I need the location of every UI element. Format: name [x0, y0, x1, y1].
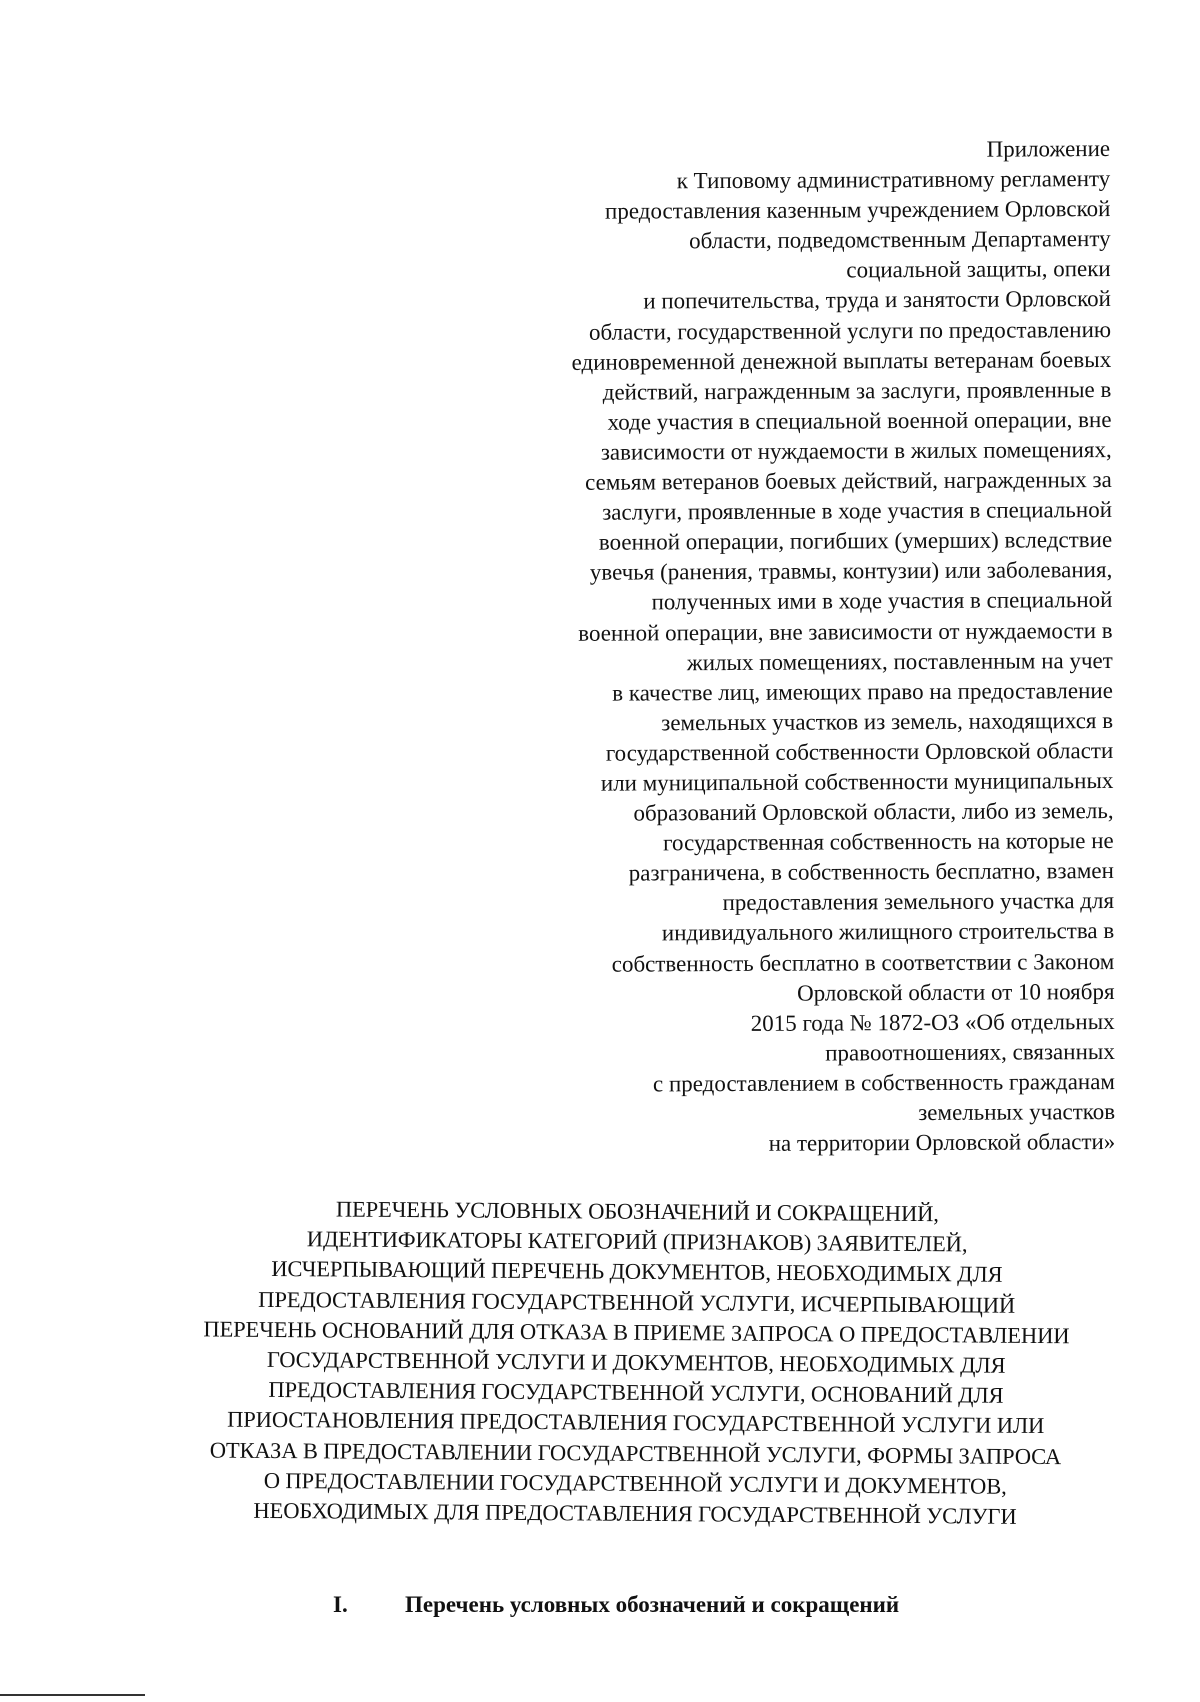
appendix-line: индивидуального жилищного строительства в	[661, 918, 1115, 946]
title-line: НЕОБХОДИМЫХ ДЛЯ ПРЕДОСТАВЛЕНИЯ ГОСУДАРСТВЕННОЙ УСЛУГИ	[253, 1497, 1017, 1529]
appendix-line: государственная собственность на которые не	[663, 828, 1114, 856]
appendix-line: области, подведомственным Департаменту	[688, 226, 1111, 254]
title-line: ПЕРЕЧЕНЬ УСЛОВНЫХ ОБОЗНАЧЕНИЙ И СОКРАЩЕНИЙ,	[335, 1196, 939, 1227]
section-heading-text: Перечень условных обозначений и сокращений	[405, 1592, 900, 1617]
appendix-line: ходе участия в специальной военной операции, вне	[607, 406, 1112, 435]
appendix-line: 2015 года № 1872-ОЗ «Об отдельных	[750, 1008, 1115, 1036]
appendix-line: образований Орловской области, либо из земель,	[633, 798, 1114, 826]
title-line: О ПРЕДОСТАВЛЕНИИ ГОСУДАРСТВЕННОЙ УСЛУГИ И ДОКУМЕНТОВ,	[263, 1467, 1007, 1499]
section-number: I.	[333, 1592, 348, 1617]
appendix-line: или муниципальной собственности муниципальных	[600, 767, 1114, 796]
appendix-line: жилых помещениях, поставленным на учет	[686, 647, 1113, 675]
appendix-line: предоставления земельного участка для	[722, 888, 1115, 916]
appendix-line: в качестве лиц, имеющих право на предоставление	[612, 677, 1113, 706]
document-title	[147, 1193, 1125, 1533]
appendix-line: правоотношениях, связанных	[825, 1038, 1115, 1066]
appendix-line: собственность бесплатно в соответствии с Законом	[611, 948, 1115, 977]
appendix-line: области, государственной услуги по предоставлению	[588, 316, 1112, 345]
appendix-line: зависимости от нуждаемости в жилых помещениях,	[600, 436, 1112, 465]
title-line: ОТКАЗА В ПРЕДОСТАВЛЕНИИ ГОСУДАРСТВЕННОЙ УСЛУГИ, ФОРМЫ ЗАПРОСА	[209, 1437, 1062, 1469]
section-heading	[333, 1590, 1033, 1620]
title-line: ПРИОСТАНОВЛЕНИЯ ПРЕДОСТАВЛЕНИЯ ГОСУДАРСТВЕННОЙ УСЛУГИ ИЛИ	[227, 1407, 1045, 1439]
appendix-line: заслуги, проявленные в ходе участия в специальной	[602, 497, 1113, 525]
title-line: ИСЧЕРПЫВАЮЩИЙ ПЕРЕЧЕНЬ ДОКУМЕНТОВ, НЕОБХОДИМЫХ ДЛЯ	[271, 1256, 1003, 1288]
appendix-line: социальной защиты, опеки	[846, 256, 1111, 283]
appendix-line: Орловской области от 10 ноября	[797, 978, 1115, 1006]
appendix-line: Приложение	[986, 135, 1111, 162]
appendix-line: военной операции, погибших (умерших) вследствие	[598, 527, 1113, 555]
appendix-line: семьям ветеранов боевых действий, награжденных за	[585, 467, 1112, 495]
appendix-line: единовременной денежной выплаты ветеранам боевых	[571, 346, 1112, 375]
appendix-line: полученных ими в ходе участия в специальной	[651, 587, 1113, 615]
title-line: ИДЕНТИФИКАТОРЫ КАТЕГОРИЙ (ПРИЗНАКОВ) ЗАЯВИТЕЛЕЙ,	[306, 1226, 968, 1257]
appendix-line: действий, награжденным за заслуги, проявленные в	[602, 376, 1112, 405]
appendix-line: и попечительства, труда и занятости Орловской	[643, 286, 1111, 314]
appendix-line: предоставления казенным учреждением Орловской	[604, 196, 1111, 224]
appendix-line: земельных участков	[918, 1098, 1116, 1126]
appendix-line: на территории Орловской области»	[768, 1129, 1116, 1156]
appendix-line: военной операции, вне зависимости от нуждаемости в	[578, 617, 1113, 646]
title-line: ПРЕДОСТАВЛЕНИЯ ГОСУДАРСТВЕННОЙ УСЛУГИ, ИСЧЕРПЫВАЮЩИЙ	[258, 1286, 1016, 1318]
footnote-divider	[0, 1694, 145, 1696]
appendix-line: разграничена, в собственность бесплатно, взамен	[628, 858, 1114, 886]
title-line: ГОСУДАРСТВЕННОЙ УСЛУГИ И ДОКУМЕНТОВ, НЕОБХОДИМЫХ ДЛЯ	[266, 1346, 1006, 1378]
appendix-line: к Типовому административному регламенту	[676, 166, 1111, 194]
appendix-line: увечья (ранения, травмы, контузии) или заболевания,	[589, 557, 1113, 586]
appendix-line: государственной собственности Орловской области	[605, 737, 1114, 766]
appendix-line: с предоставлением в собственность гражданам	[652, 1068, 1116, 1097]
title-line: ПРЕДОСТАВЛЕНИЯ ГОСУДАРСТВЕННОЙ УСЛУГИ, ОСНОВАНИЙ ДЛЯ	[268, 1377, 1004, 1408]
appendix-line: земельных участков из земель, находящихся в	[661, 707, 1114, 736]
appendix-header	[470, 134, 1115, 1161]
title-line: ПЕРЕЧЕНЬ ОСНОВАНИЙ ДЛЯ ОТКАЗА В ПРИЕМЕ ЗАПРОСА О ПРЕДОСТАВЛЕНИИ	[203, 1316, 1070, 1349]
